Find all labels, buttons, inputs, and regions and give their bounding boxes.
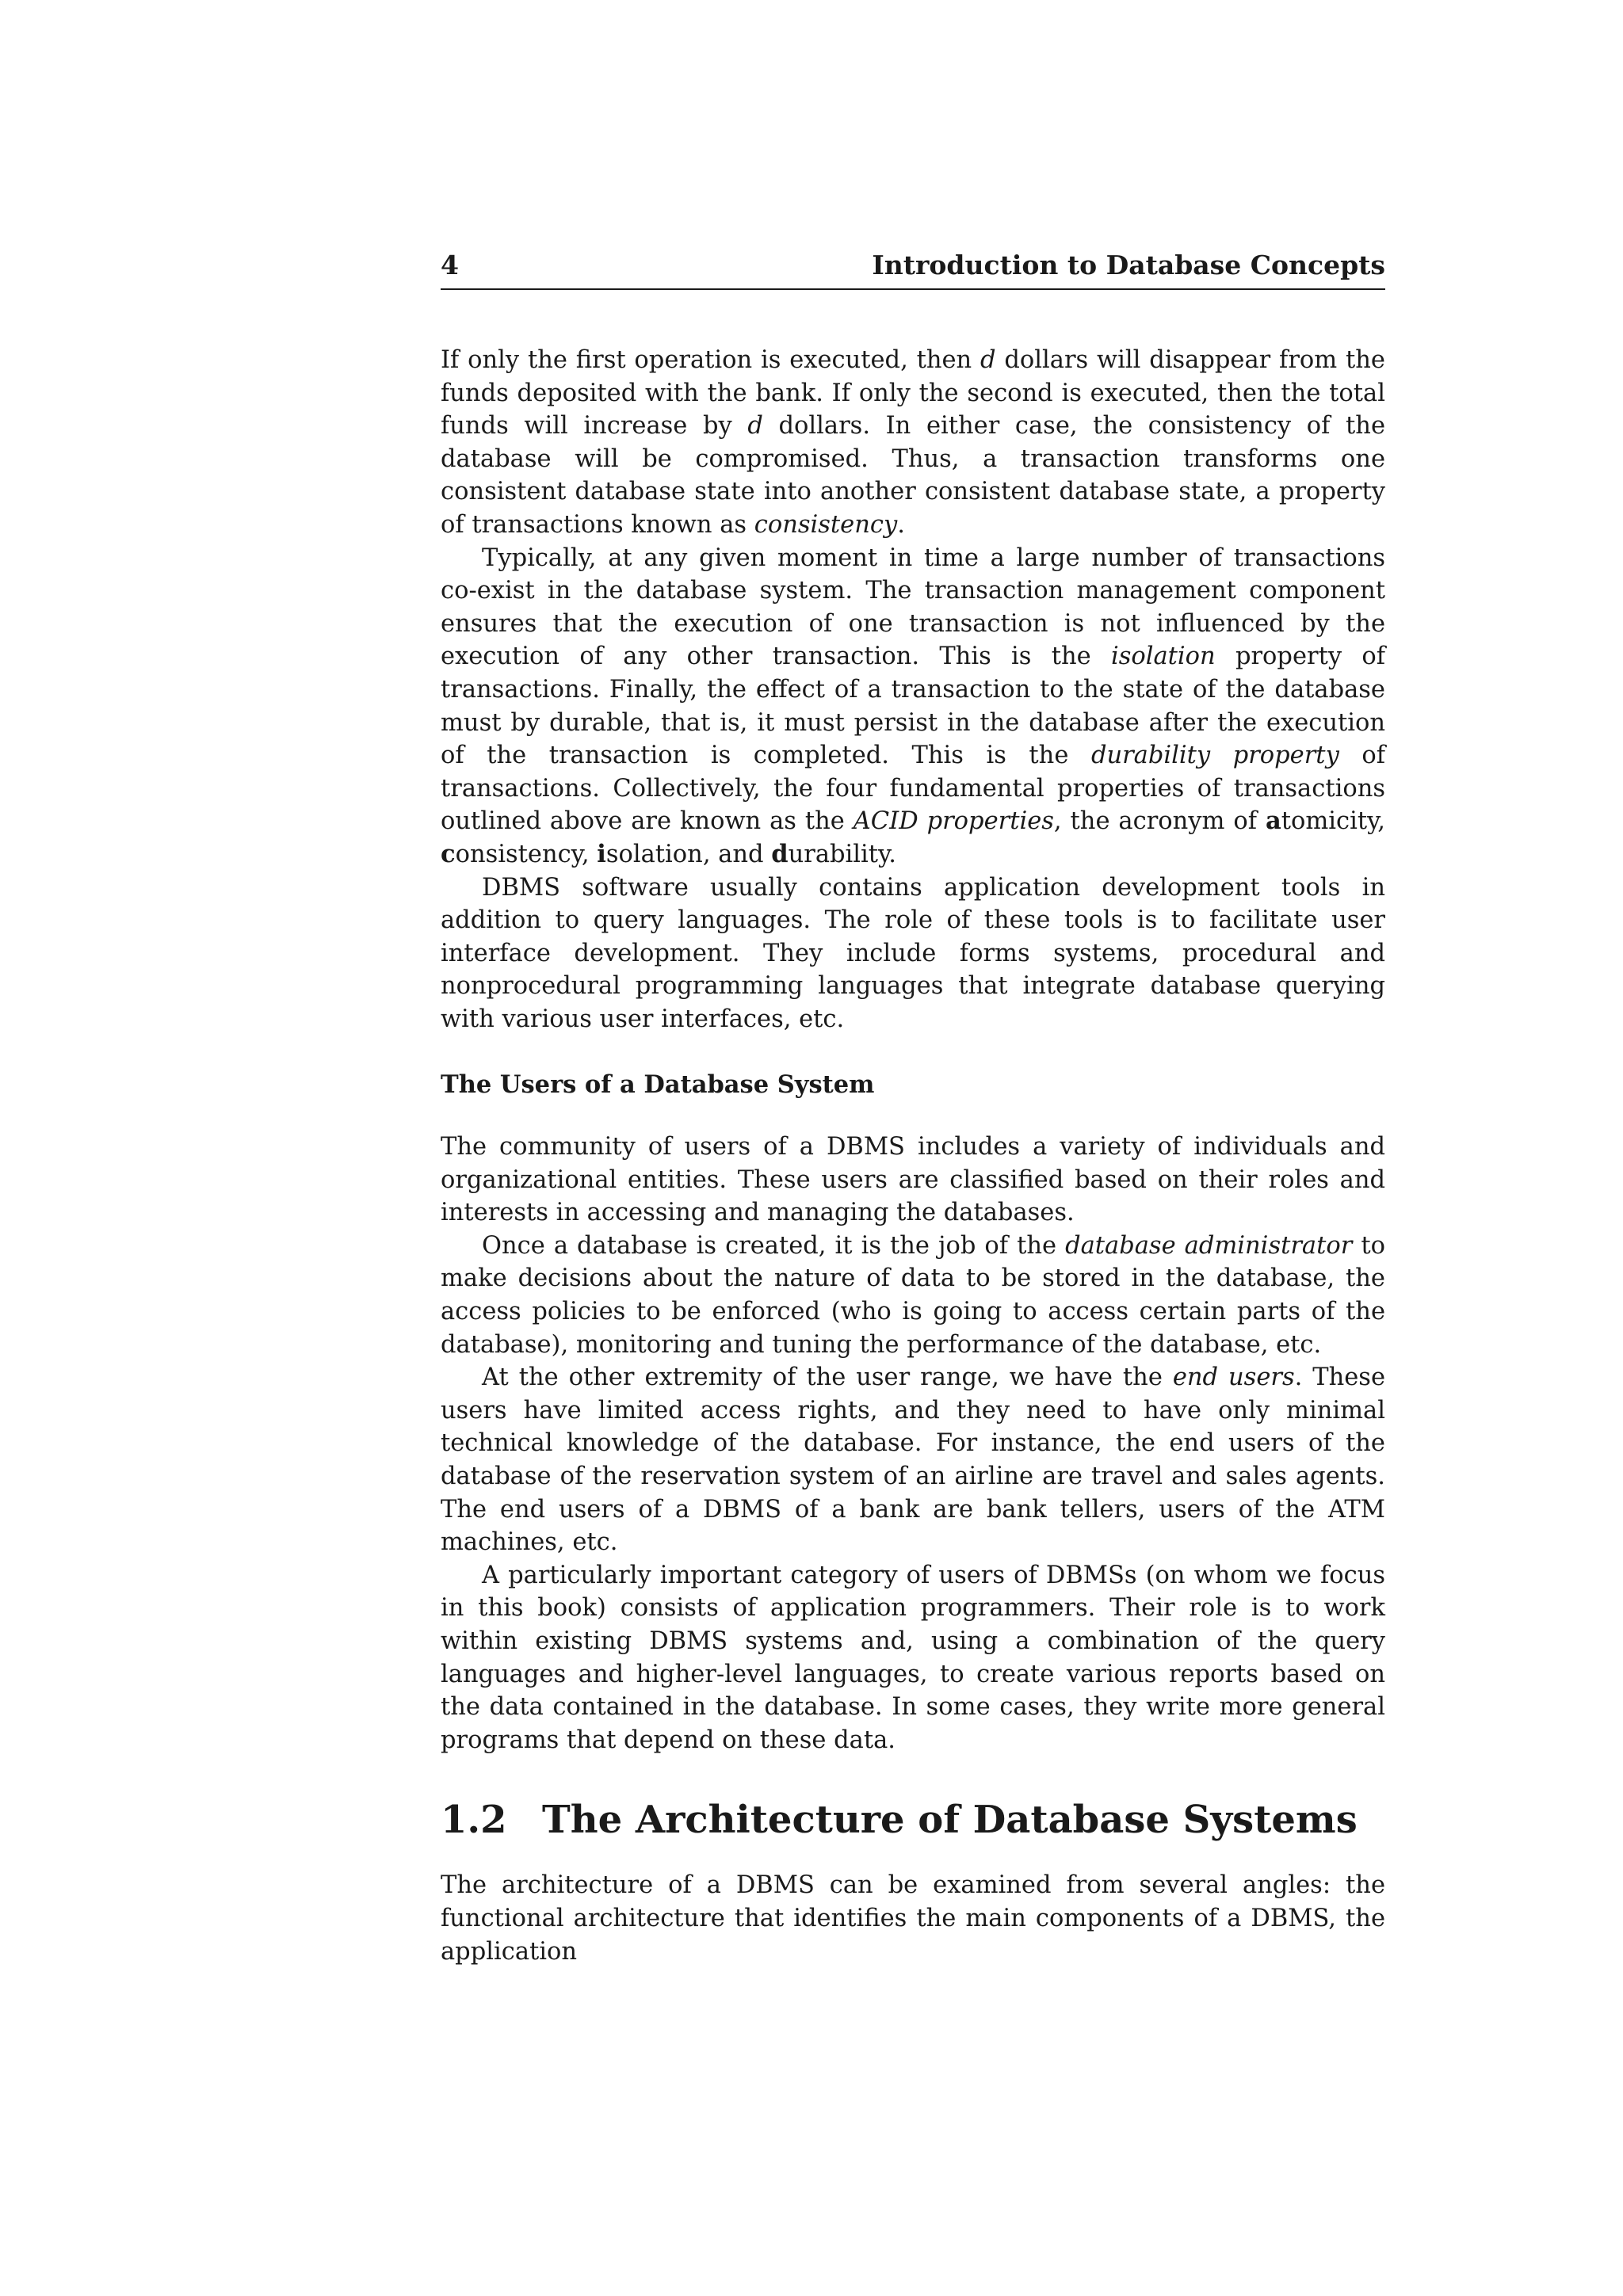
acronym-letter: a [1265, 807, 1281, 836]
paragraph-6 [441, 1361, 1385, 1559]
text-run: urability. [788, 840, 896, 868]
section-title: The Architecture of Database Systems [542, 1798, 1358, 1843]
text-run: , the acronym of [1053, 807, 1266, 836]
paragraph-1 [441, 344, 1385, 542]
acronym-letter: c [441, 839, 456, 868]
text-run: of transactions. Collectively, the four fundamental properties of transactions outlined above are known as the [441, 742, 1385, 836]
paragraph-8: The architecture of a DBMS can be examined from several angles: the functional architecture that identifies the main components of a DBMS, the application [441, 1871, 1385, 1966]
paragraph-4: The community of users of a DBMS includes a variety of individuals and organizational entities. These users are classified based on their roles and interests in accessing and managing the databases. [441, 1133, 1385, 1227]
text-run: At the other extremity of the user range, we have the [482, 1363, 1173, 1392]
subsection-heading: The Users of a Database System [441, 1070, 875, 1100]
section-number: 1.2 [441, 1798, 507, 1843]
text-run: Once a database is created, it is the job of the [482, 1231, 1066, 1260]
running-head-title: Introduction to Database Concepts [872, 250, 1385, 280]
section-heading [441, 1796, 1385, 1844]
text-run: solation, and [605, 840, 772, 868]
text-run: dollars will disappear from the funds deposited with the bank. If only the second is executed, then the total funds will increase by [441, 346, 1385, 441]
text-run: dollars. In either case, the consistency of the database will be compromised. Thus, a transaction transforms one consistent database state into another consistent database state, a property of transactions known as [441, 412, 1386, 539]
page-body [441, 249, 1385, 1968]
emphasis-term: isolation [1110, 643, 1216, 671]
text-run: Typically, at any given moment in time a large number of transactions co-exist in the database system. The transaction management component ensures that the execution of one transaction is not influenced by the execution of any other transaction. This is the [441, 543, 1385, 671]
text-run: onsistency, [455, 840, 598, 868]
text-run: If only the first operation is executed, then [441, 346, 981, 374]
text-run: . [897, 510, 905, 539]
acronym-letter: d [771, 839, 789, 868]
paragraph-5 [441, 1230, 1385, 1361]
paragraph-7: A particularly important category of users of DBMSs (on whom we focus in this book) consists of application programmers. Their role is to work within existing DBMS systems and, using a combination of the query languages and higher-level languages, to create various reports based on the data contained in the database. In some cases, they write more general programs that depend on these data. [441, 1561, 1385, 1754]
text-run: . These users have limited access rights, and they need to have only minimal technical knowledge of the database. For instance, the end users of the database of the reservation system of an airline are travel and sales agents. The end users of a DBMS of a bank are bank tellers, users of the ATM machines, etc. [441, 1363, 1385, 1557]
page-number: 4 [441, 250, 459, 280]
acronym-letter: i [597, 839, 606, 868]
emphasis-term: ACID properties [853, 807, 1054, 836]
emphasis-term: database administrator [1065, 1231, 1353, 1260]
paragraph-2 [441, 542, 1385, 871]
text-run: to make decisions about the nature of data to be stored in the database, the access policies to be enforced (who is going to access certain parts of the database), monitoring and tuning the performance of the database, etc. [441, 1231, 1385, 1359]
math-variable: d [747, 412, 763, 441]
paragraph-3: DBMS software usually contains application development tools in addition to query languages. The role of these tools is to facilitate user interface development. They include forms systems, procedural and nonprocedural programming languages that integrate database querying with various user interfaces, etc. [441, 873, 1385, 1033]
emphasis-term: durability property [1090, 742, 1339, 770]
emphasis-term: end users [1172, 1363, 1295, 1392]
math-variable: d [980, 346, 996, 374]
body-text [441, 344, 1385, 1968]
text-run: property of transactions. Finally, the effect of a transaction to the state of the database must by durable, that is, it must persist in the database after the execution of the transaction is completed. This is the [441, 643, 1385, 770]
emphasis-term: consistency [754, 510, 898, 539]
running-head [441, 249, 1385, 290]
text-run: tomicity, [1281, 807, 1385, 836]
